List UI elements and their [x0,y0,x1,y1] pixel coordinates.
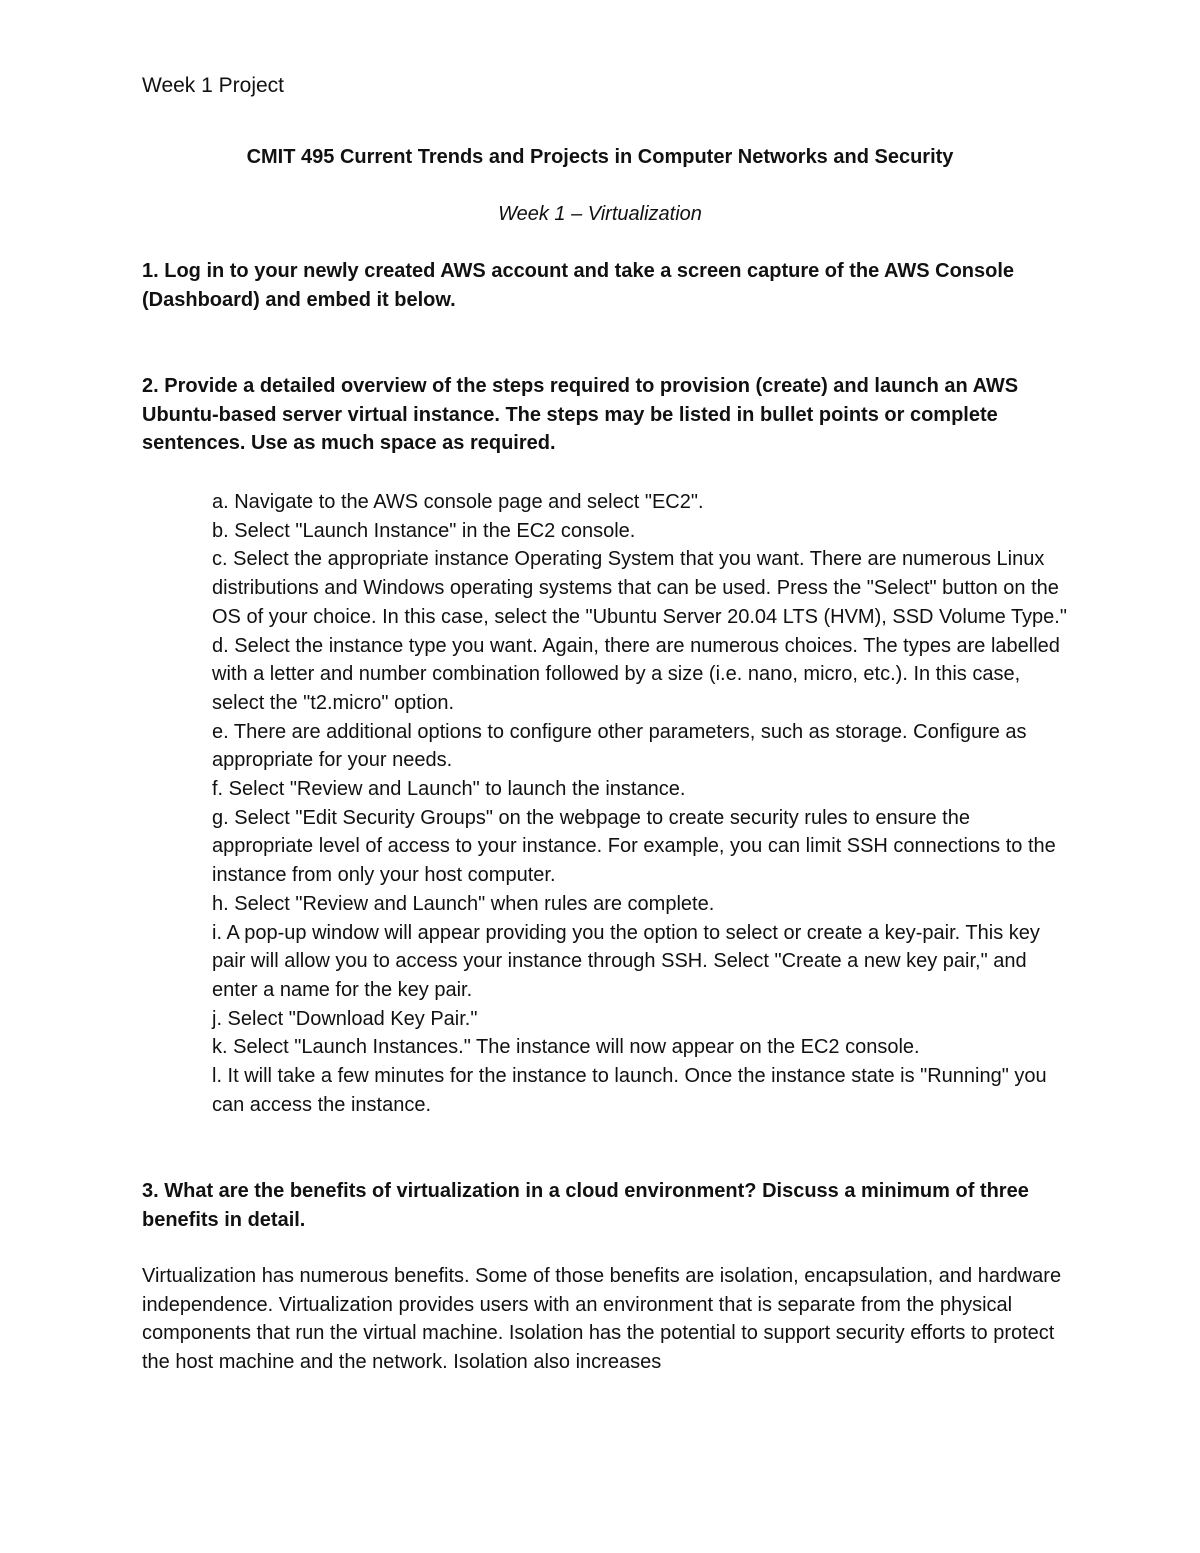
step-item: d. Select the instance type you want. Again, there are numerous choices. The types are labelled with a letter and number combination followed by a size (i.e. nano, micro, etc.). In this case, select the "t2.micro" option. [212,634,1060,714]
course-title: CMIT 495 Current Trends and Projects in Computer Networks and Security [246,146,954,168]
week-subtitle: Week 1 – Virtualization [498,203,702,225]
step-item: k. Select "Launch Instances." The instance will now appear on the EC2 console. [212,1036,920,1059]
question-3-answer: Virtualization has numerous benefits. Some of those benefits are isolation, encapsulation, and hardware independence. Virtualization provides users with an environment that is separate from the physical components that run the virtual machine. Isolation has the potential to support security efforts to protect the host machine and the network. Isolation also increases [142,1265,1062,1374]
provisioning-steps-list [212,488,1072,1119]
question-2: 2. Provide a detailed overview of the steps required to provision (create) and launch an AWS Ubuntu-based server virtual instance. The steps may be listed in bullet points or complete sentences. Use as much space as required. [142,375,1019,455]
step-item: h. Select "Review and Launch" when rules are complete. [212,892,715,915]
question-3: 3. What are the benefits of virtualization in a cloud environment? Discuss a minimum of three benefits in detail. [142,1180,1029,1231]
step-item: g. Select "Edit Security Groups" on the webpage to create security rules to ensure the appropriate level of access to your instance. For example, you can limit SSH connections to the instance from only your host computer. [212,806,1056,887]
document-header: Week 1 Project [142,74,285,97]
step-item: j. Select "Download Key Pair." [212,1007,478,1030]
step-item: b. Select "Launch Instance" in the EC2 console. [212,519,636,542]
step-item: c. Select the appropriate instance Operating System that you want. There are numerous Linux distributions and Windows operating systems that can be used. Press the "Select" button on the OS of your choice. In this case, select the "Ubuntu Server 20.04 LTS (HVM), SSD Volume Type." [212,548,1067,628]
step-item: e. There are additional options to configure other parameters, such as storage. Configure as appropriate for your needs. [212,720,1027,772]
step-item: a. Navigate to the AWS console page and select "EC2". [212,491,704,513]
step-item: i. A pop-up window will appear providing you the option to select or create a key-pair. This key pair will allow you to access your instance through SSH. Select "Create a new key pair," and enter a name for the key pair. [212,921,1040,1001]
step-item: l. It will take a few minutes for the instance to launch. Once the instance state is "Running" you can access the instance. [212,1065,1047,1116]
question-1: 1. Log in to your newly created AWS account and take a screen capture of the AWS Console (Dashboard) and embed it below. [142,260,1015,311]
step-item: f. Select "Review and Launch" to launch the instance. [212,778,686,801]
